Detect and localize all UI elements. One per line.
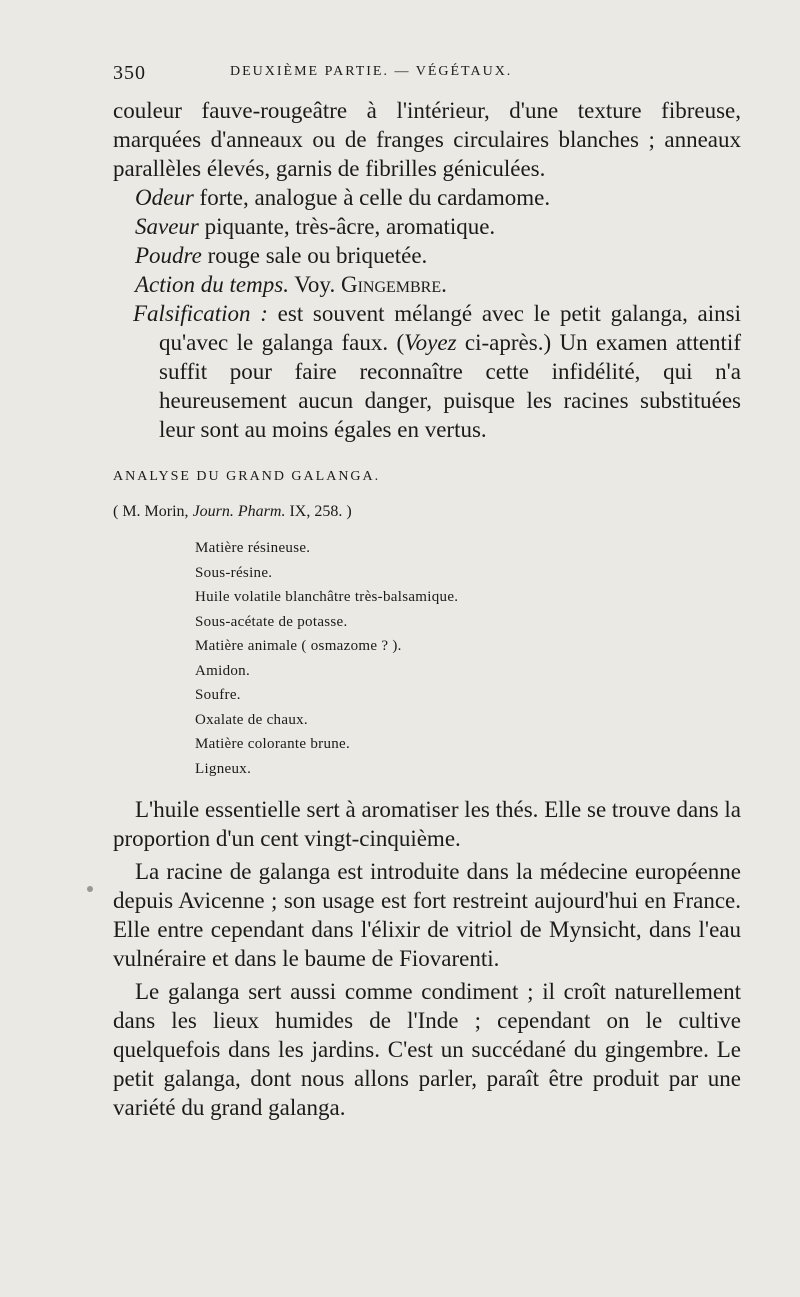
paragraph-huile: L'huile essentielle sert à aromatiser les thés. Elle se trouve dans la proportion d'un cent vingt-cinquième.: [113, 797, 741, 851]
list-item: Ligneux.: [195, 760, 252, 777]
cross-reference: Gingembre.: [340, 272, 447, 297]
page-number: 350: [113, 62, 146, 84]
paragraph-condiment: Le galanga sert aussi comme condiment ; il croît naturellement dans les lieux humides de l'Inde ; cependant on le cultive quelquefois dans les jardins. C'est un succédané du gingembre. Le petit galanga, dont nous allons parler, paraît être produit par une variété du grand galanga.: [113, 979, 741, 1120]
property-term: Action du temps.: [135, 272, 289, 297]
list-item: Amidon.: [195, 662, 251, 679]
property-odeur: [113, 183, 741, 212]
property-term: Odeur: [135, 185, 194, 210]
source-journal: Journ. Pharm.: [192, 503, 286, 520]
property-poudre: [113, 241, 741, 270]
falsification-paragraph: [113, 299, 741, 444]
list-item: Matière résineuse.: [195, 540, 311, 556]
falsification-text-1: est souvent mélangé avec le petit galanga, ainsi qu'avec le galanga faux. (: [159, 301, 741, 355]
property-text: forte, analogue à celle du cardamome.: [193, 185, 551, 210]
list-item: Oxalate de chaux.: [195, 711, 308, 728]
intro-paragraph: couleur fauve-rougeâtre à l'intérieur, d'une texture fibreuse, marquées d'anneaux ou de franges circulaires blanches ; anneaux parallèles élevés, garnis de fibrilles géniculées.: [113, 98, 741, 181]
page-speck: [87, 886, 93, 892]
list-item: Huile volatile blanchâtre très-balsamique.: [195, 589, 459, 605]
property-text: rouge sale ou briquetée.: [201, 243, 428, 268]
list-item: Matière colorante brune.: [195, 736, 351, 752]
falsification-text-2: ci-après.) Un examen attentif suffit pour faire reconnaître cette infidélité, qui n'a heureusement aucun danger, puisque les racines substituées leur sont au moins égales en vertus.: [159, 330, 741, 442]
analysis-source: [113, 497, 741, 526]
list-item: Soufre.: [195, 687, 241, 703]
source-suffix: IX, 258. ): [285, 503, 352, 520]
property-saveur: [113, 212, 741, 241]
running-title: DEUXIÈME PARTIE. — VÉGÉTAUX.: [230, 64, 513, 79]
analysis-title: ANALYSE DU GRAND GALANGA.: [113, 469, 381, 484]
page-body: [113, 96, 741, 1122]
property-term: Saveur: [135, 214, 199, 239]
property-text: piquante, très-âcre, aromatique.: [198, 214, 496, 239]
voyez-word: Voyez: [404, 330, 457, 355]
property-term: Poudre: [135, 243, 202, 268]
falsification-term: Falsification :: [133, 301, 268, 326]
constituents-list: [195, 536, 741, 781]
property-action-du-temps: [113, 270, 741, 299]
list-item: Matière animale ( osmazome ? ).: [195, 638, 402, 654]
property-text: Voy.: [288, 272, 341, 297]
paragraph-racine: La racine de galanga est introduite dans la médecine européenne depuis Avicenne ; son usage est fort restreint aujourd'hui en France. Elle entre cependant dans l'élixir de vitriol de Mynsicht, dans l'eau vulnéraire et dans le baume de Fiovarenti.: [113, 859, 741, 971]
list-item: Sous-résine.: [195, 564, 273, 581]
source-prefix: ( M. Morin,: [113, 503, 193, 520]
list-item: Sous-acétate de potasse.: [195, 613, 348, 630]
